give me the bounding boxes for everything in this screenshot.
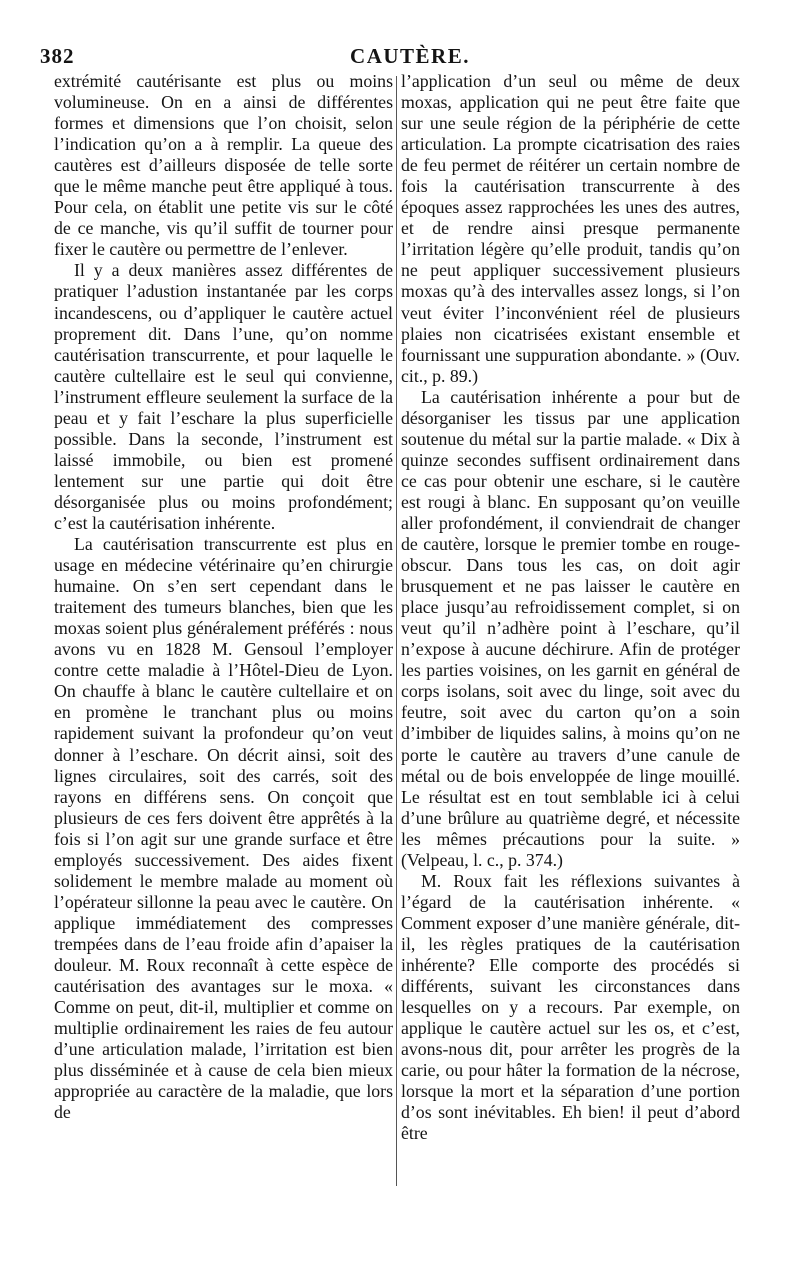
paragraph-right-3: M. Roux fait les réflexions suivantes à l’égard de la cautérisation inhérente. « Comment exposer d’une manière générale, dit-il, les règles pratiques de la cautérisation inhérente? Elle comporte des procédés si différents, suivant les circonstances dans lesquelles on y a recours. Par exemple, on applique le cautère actuel sur les os, et c’est, avons-nous dit, pour arrêter les progrès de la carie, ou pour hâter la formation de la nécrose, lorsque la mort et la séparation d’une portion d’os sont inévitables. Eh bien! il peut d’abord être xyxy=(401,870,740,1144)
right-column xyxy=(401,71,740,1144)
running-title: CAUTÈRE. xyxy=(350,44,470,68)
column-divider xyxy=(396,76,397,1186)
page-header xyxy=(40,44,740,70)
paragraph-left-2: Il y a deux manières assez différentes de pratiquer l’adustion instantanée par les corps incandescens, ou d’appliquer le cautère actuel proprement dit. Dans l’une, qu’on nomme cautérisation transcurrente, et pour laquelle le cautère cultellaire est le seul qui convienne, l’instrument effleure seulement la surface de la peau et y fait l’eschare la plus superficielle possible. Dans la seconde, l’instrument est laissé immobile, ou bien est promené lentement sur une partie qui doit être désorganisée plus ou moins profondément; c’est la cautérisation inhérente. xyxy=(54,260,393,533)
paragraph-left-3: La cautérisation transcurrente est plus en usage en médecine vétérinaire qu’en chirurgie humaine. On s’en sert cependant dans le traitement des tumeurs blanches, bien que les moxas soient plus généralement préférés : nous avons vu en 1828 M. Gensoul l’employer contre cette maladie à l’Hôtel-Dieu de Lyon. On chauffe à blanc le cautère cultellaire et on en promène le tranchant plus ou moins rapidement suivant la profondeur qu’on veut donner à l’eschare. On décrit ainsi, soit des lignes circulaires, soit des carrés, soit des rayons en différens sens. On conçoit que plusieurs de ces fers doivent être apprêtés à la fois si l’on agit sur une grande surface et être employés successivement. Des aides fixent solidement le membre malade au moment où l’opérateur sillonne la peau avec le cautère. On applique immédiatement des compresses trempées dans de l’eau froide afin d’apaiser la douleur. M. Roux reconnaît à cette espèce de cautérisation des avantages sur le moxa. « Comme on peut, dit-il, multiplier et comme on multiplie ordinairement les raies de feu autour d’une articulation malade, l’irritation est bien plus disséminée et à cause de cela bien mieux appropriée au caractère de la maladie, que lors de xyxy=(54,534,393,1123)
paragraph-right-1: l’application d’un seul ou même de deux moxas, application qui ne peut être faite que sur une seule région de la périphérie de cette articulation. La prompte cicatrisation des raies de feu permet de réitérer un certain nombre de fois la cautérisation transcurrente à des époques assez rapprochées les unes des autres, et de rendre ainsi presque permanente l’irritation légère qu’elle produit, tandis qu’on ne peut appliquer successivement plusieurs moxas qu’à des intervalles assez longs, si l’on veut éviter l’inconvénient réel de plusieurs plaies non cicatrisées existant ensemble et fournissant une suppuration abondante. » (Ouv. cit., p. 89.) xyxy=(401,71,740,386)
paragraph-left-1: extrémité cautérisante est plus ou moins volumineuse. On en a ainsi de différentes formes et dimensions que l’on choisit, selon l’indication qu’on a à remplir. La queue des cautères est d’ailleurs disposée de telle sorte que le même manche peut être appliqué à tous. Pour cela, on établit une petite vis sur le côté de ce manche, vis qu’il suffit de tourner pour fixer le cautère ou permettre de l’enlever. xyxy=(54,71,393,260)
page-number: 382 xyxy=(40,44,75,68)
left-column xyxy=(54,71,393,1123)
paragraph-right-2: La cautérisation inhérente a pour but de désorganiser les tissus par une application soutenue du métal sur la partie malade. « Dix à quinze secondes suffisent ordinairement dans ce cas pour obtenir une eschare, si le cautère est rougi à blanc. En supposant qu’on veuille aller profondément, il conviendrait de changer de cautère, lorsque le premier tombe en rouge-obscur. Dans tous les cas, on doit agir brusquement et ne pas laisser le cautère en place jusqu’au refroidissement complet, si on veut qu’il n’adhère point à l’eschare, qu’il n’expose à aucune déchirure. Afin de protéger les parties voisines, on les garnit en général de corps isolans, soit avec du linge, soit avec du feutre, soit avec du carton qu’on a soin d’imbiber de liquides salins, à moins qu’on ne porte le cautère au travers d’une canule de métal ou de bois enveloppée de linge mouillé. Le résultat est en tout semblable ici à celui d’une brûlure au quatrième degré, et nécessite les mêmes précautions pour la suite. » (Velpeau, l. c., p. 374.) xyxy=(401,386,740,870)
